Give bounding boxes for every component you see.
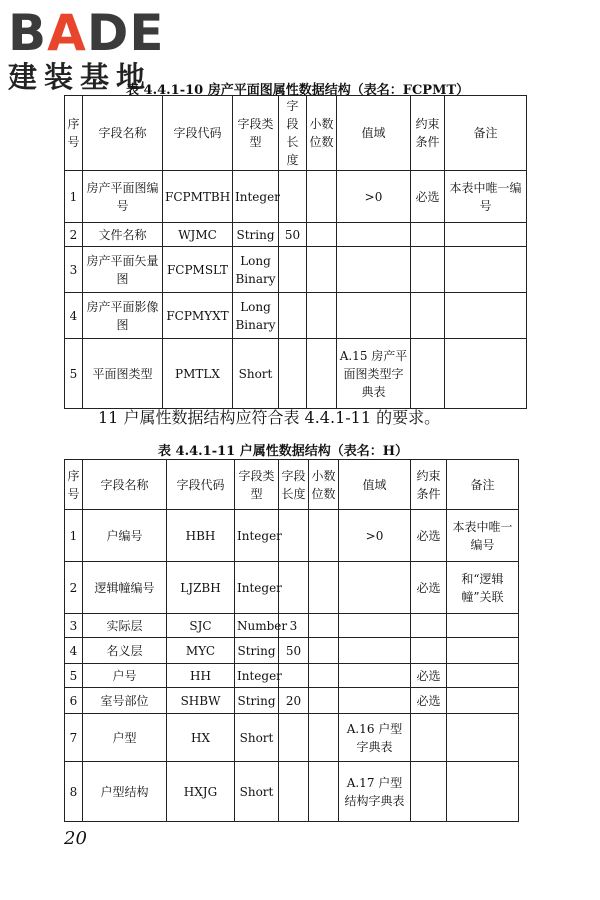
- cell: 文件名称: [83, 223, 163, 247]
- cell: [337, 293, 411, 339]
- cell: [411, 293, 445, 339]
- cell: 户编号: [83, 510, 167, 562]
- cell: PMTLX: [163, 339, 233, 409]
- cell: 实际层: [83, 614, 167, 638]
- cell: 4: [65, 638, 83, 664]
- cell: Integer: [235, 510, 279, 562]
- cell: [309, 510, 339, 562]
- cell: [411, 223, 445, 247]
- header-cell: 字段代码: [167, 460, 235, 510]
- cell: [411, 762, 447, 822]
- table-row: [65, 223, 527, 247]
- cell: [447, 664, 519, 688]
- cell: [307, 247, 337, 293]
- cell: Integer: [235, 664, 279, 688]
- header-cell: 字段长度: [279, 96, 307, 171]
- header-cell: 字段类型: [233, 96, 279, 171]
- cell: [307, 339, 337, 409]
- cell: [279, 562, 309, 614]
- cell: String: [235, 688, 279, 714]
- table1-caption: 表 4.4.1-10 房产平面图属性数据结构（表名：FCPMT）: [126, 83, 470, 98]
- cell: [309, 762, 339, 822]
- cell: [447, 714, 519, 762]
- header-cell: 值域: [337, 96, 411, 171]
- cell: SHBW: [167, 688, 235, 714]
- cell: 4: [65, 293, 83, 339]
- logo-wordmark: [8, 6, 178, 60]
- cell: 必选: [411, 664, 447, 688]
- cell: 5: [65, 339, 83, 409]
- cell: [279, 171, 307, 223]
- section-paragraph: 11 户属性数据结构应符合表 4.4.1-11 的要求。: [98, 408, 441, 427]
- cell: WJMC: [163, 223, 233, 247]
- table-row: [65, 339, 527, 409]
- cell: [307, 223, 337, 247]
- cell: >0: [339, 510, 411, 562]
- cell: 户型: [83, 714, 167, 762]
- cell: A.15 房产平面图类型字典表: [337, 339, 411, 409]
- cell: [411, 247, 445, 293]
- table-row: [65, 762, 519, 822]
- cell: 2: [65, 562, 83, 614]
- logo-letters: DE: [86, 4, 165, 62]
- cell: [279, 339, 307, 409]
- cell: [279, 714, 309, 762]
- cell: [279, 293, 307, 339]
- header-cell: 约束条件: [411, 460, 447, 510]
- cell: 50: [279, 638, 309, 664]
- table1: [64, 95, 527, 409]
- cell: HX: [167, 714, 235, 762]
- cell: [309, 638, 339, 664]
- cell: 室号部位: [83, 688, 167, 714]
- header-cell: 字段长度: [279, 460, 309, 510]
- cell: MYC: [167, 638, 235, 664]
- cell: [339, 614, 411, 638]
- header-cell: 字段名称: [83, 460, 167, 510]
- cell: 3: [65, 247, 83, 293]
- header-cell: 字段名称: [83, 96, 163, 171]
- cell: 1: [65, 171, 83, 223]
- cell: Short: [235, 714, 279, 762]
- cell: Long Binary: [233, 293, 279, 339]
- table2-header-row: [65, 460, 519, 510]
- logo-letter: B: [8, 4, 48, 62]
- cell: 6: [65, 688, 83, 714]
- cell: [309, 562, 339, 614]
- cell: Short: [235, 762, 279, 822]
- cell: A.16 户型字典表: [339, 714, 411, 762]
- cell: 7: [65, 714, 83, 762]
- header-cell: 备注: [447, 460, 519, 510]
- cell: FCPMTBH: [163, 171, 233, 223]
- cell: 必选: [411, 688, 447, 714]
- cell: [411, 638, 447, 664]
- table2: [64, 459, 519, 822]
- cell: [411, 714, 447, 762]
- table-row: [65, 688, 519, 714]
- cell: [337, 247, 411, 293]
- cell: [279, 762, 309, 822]
- cell: [309, 688, 339, 714]
- table-row: [65, 614, 519, 638]
- cell: [339, 562, 411, 614]
- header-cell: 序号: [65, 96, 83, 171]
- cell: [411, 614, 447, 638]
- cell: FCPMSLT: [163, 247, 233, 293]
- header-cell: 小数位数: [307, 96, 337, 171]
- table-row: [65, 638, 519, 664]
- cell: 50: [279, 223, 307, 247]
- cell: 1: [65, 510, 83, 562]
- cell: 5: [65, 664, 83, 688]
- cell: [309, 664, 339, 688]
- header-cell: 备注: [445, 96, 527, 171]
- cell: [411, 339, 445, 409]
- cell: 平面图类型: [83, 339, 163, 409]
- cell: [337, 223, 411, 247]
- cell: 房产平面矢量图: [83, 247, 163, 293]
- header-cell: 小数位数: [309, 460, 339, 510]
- table-row: [65, 714, 519, 762]
- cell: FCPMYXT: [163, 293, 233, 339]
- table-row: [65, 293, 527, 339]
- cell: [445, 247, 527, 293]
- cell: 本表中唯一编号: [447, 510, 519, 562]
- logo-letter-accent: A: [47, 4, 87, 62]
- cell: HBH: [167, 510, 235, 562]
- cell: 房产平面图编号: [83, 171, 163, 223]
- cell: [339, 638, 411, 664]
- header-cell: 值域: [339, 460, 411, 510]
- cell: 房产平面影像图: [83, 293, 163, 339]
- table1-header-row: [65, 96, 527, 171]
- cell: [447, 688, 519, 714]
- cell: 户号: [83, 664, 167, 688]
- cell: [445, 293, 527, 339]
- cell: [339, 664, 411, 688]
- cell: 20: [279, 688, 309, 714]
- cell: 2: [65, 223, 83, 247]
- cell: 户型结构: [83, 762, 167, 822]
- cell: [447, 638, 519, 664]
- cell: HXJG: [167, 762, 235, 822]
- cell: [339, 688, 411, 714]
- cell: [309, 714, 339, 762]
- header-cell: 字段代码: [163, 96, 233, 171]
- cell: A.17 户型结构字典表: [339, 762, 411, 822]
- cell: HH: [167, 664, 235, 688]
- cell: 3: [65, 614, 83, 638]
- cell: 和“逻辑幢”关联: [447, 562, 519, 614]
- header-cell: 字段类型: [235, 460, 279, 510]
- page-number: 20: [64, 828, 87, 849]
- cell: >0: [337, 171, 411, 223]
- header-cell: 序号: [65, 460, 83, 510]
- cell: 3: [279, 614, 309, 638]
- cell: [307, 171, 337, 223]
- cell: Long Binary: [233, 247, 279, 293]
- cell: 必选: [411, 510, 447, 562]
- cell: [445, 223, 527, 247]
- cell: 必选: [411, 171, 445, 223]
- cell: [307, 293, 337, 339]
- cell: Short: [233, 339, 279, 409]
- cell: Integer: [233, 171, 279, 223]
- table-row: [65, 171, 527, 223]
- table-row: [65, 664, 519, 688]
- cell: Number: [235, 614, 279, 638]
- cell: 本表中唯一编号: [445, 171, 527, 223]
- table-row: [65, 247, 527, 293]
- cell: 必选: [411, 562, 447, 614]
- table-row: [65, 562, 519, 614]
- cell: SJC: [167, 614, 235, 638]
- cell: String: [235, 638, 279, 664]
- cell: String: [233, 223, 279, 247]
- cell: [309, 614, 339, 638]
- cell: [447, 614, 519, 638]
- cell: [445, 339, 527, 409]
- header-cell: 约束条件: [411, 96, 445, 171]
- cell: 逻辑幢编号: [83, 562, 167, 614]
- cell: 名义层: [83, 638, 167, 664]
- table-row: [65, 510, 519, 562]
- cell: LJZBH: [167, 562, 235, 614]
- cell: [447, 762, 519, 822]
- cell: [279, 510, 309, 562]
- table2-caption: 表 4.4.1-11 户属性数据结构（表名：H）: [158, 444, 409, 459]
- logo-subtitle: 建装基地: [8, 60, 153, 94]
- cell: 8: [65, 762, 83, 822]
- cell: [279, 664, 309, 688]
- cell: Integer: [235, 562, 279, 614]
- cell: [279, 247, 307, 293]
